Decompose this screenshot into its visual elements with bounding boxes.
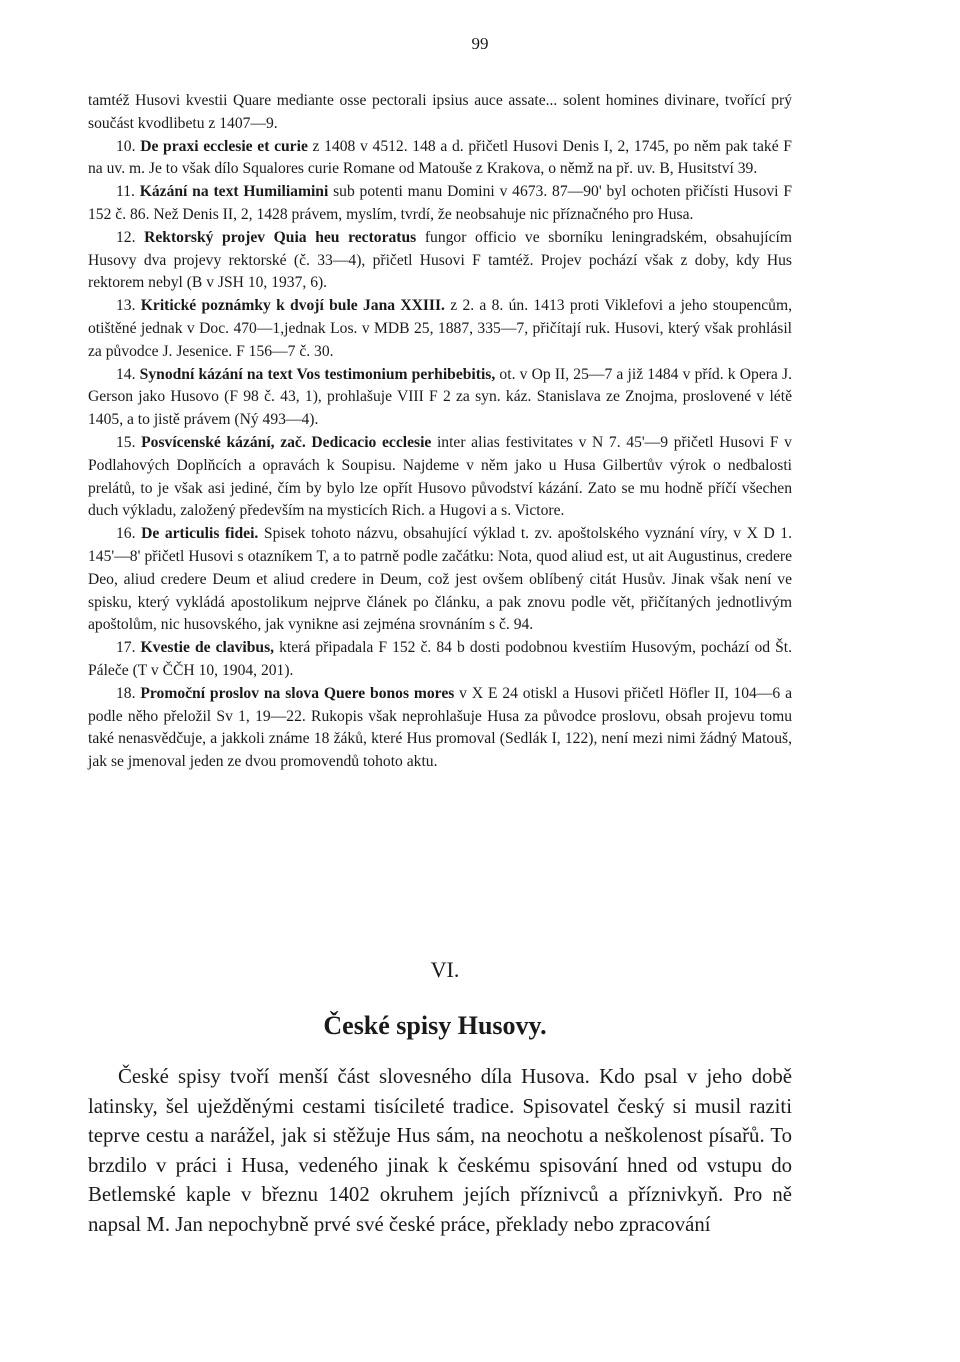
note-title: De praxi ecclesie et curie [140,137,308,155]
note-item [88,295,792,363]
page-number: 99 [471,34,489,53]
note-item [88,637,792,683]
section-number: VI. [430,957,460,982]
note-number: 17. [116,639,136,657]
note-text: ot. v Op II, 25—7 a již 1484 v příd. k Opera J. Gerson jako Husovo (F 98 č. 43, 1), prohlašuje VIII F 2 za syn. káz. Stanislava ze Znojma, proslovené v létě 1405, a to jistě právem (Ný 493—4). [88,365,792,429]
note-text: která připadala F 152 č. 84 b dosti podobnou kvestiím Husovým, pochází od Št. Páleče (T v ČČH 10, 1904, 201). [88,639,792,679]
section-title: České spisy Husovy. [323,1011,547,1040]
note-item [88,136,792,182]
note-number: 13. [116,297,136,315]
note-item [88,432,792,523]
note-text: tamtéž Husovi kvestii Quare mediante osse pectorali ipsius auce assate... solent homines divinare, tvořící prý součást kvodlibetu z 1407—9. [88,92,792,132]
note-item [88,683,792,774]
note-title: Promoční proslov na slova Quere bonos mores [140,684,455,702]
body-paragraph: České spisy tvoří menší část slovesného díla Husova. Kdo psal v jeho době latinsky, šel uježděnými cestami tisícileté tradice. Spisovatel český si musil raziti teprve cestu a narážel, jak si stěžuje Hus sám, na neochotu a neškolenost písařů. To brzdilo v práci i Husa, vedeného jinak k českému spisování hned od vstupu do Betlemské kaple v březnu 1402 okruhem jejích příznivců a příznivkyň. Pro ně napsal M. Jan nepochybně prvé své české práce, překlady nebo zpracování [88,1065,792,1236]
note-number: 18. [116,684,136,702]
note-number: 15. [116,433,136,451]
note-title: Posvícenské kázání, zač. Dedicacio ecclesie [141,433,432,451]
note-text: inter alias festivitates v N 7. 45'—9 přičetl Husovi F v Podlahových Doplňcích a opravách k Soupisu. Najdeme v něm jako u Husa Gilbertův výrok o nedbalosti prelátů, to je však asi jediné, čím by bylo lze opřít Husovo původství kázání. Zato se mu hodně příčí všechen duch výkladu, založený především na mysticích Rich. a Hugovi a s. Victore. [88,433,792,520]
note-text: z 2. a 8. ún. 1413 proti Viklefovi a jeho stoupencům, otištěné jednak v Doc. 470—1,jednak Los. v MDB 25, 1887, 335—7, přičítají ruk. Husovi, který však prohlásil za původce J. Jesenice. F 156—7 č. 30. [88,297,792,360]
note-text: fungor officio ve sborníku leningradském, obsahujícím Husovy dva projevy rektorské (č. 33—4), přičetl Husovi F tamtéž. Projev pochází však z doby, kdy Hus rektorem nebyl (B v JSH 10, 1937, 6). [88,228,792,292]
note-title: Kázání na text Humiliamini [139,183,329,201]
note-number: 11. [116,183,135,201]
note-item [88,364,792,432]
note-text: Spisek tohoto názvu, obsahující výklad t. zv. apoštolského vyznání víry, v X D 1. 145'—8' přičetl Husovi s otazníkem T, a to patrně podle začátku: Nota, quod aliud est, ut ait Augustinus, credere Deo, aliud credere Deum et aliud credere in Deum, což jest ovšem oblíbený citát Husův. Jinak však není ve spisku, který vykládá apostolikum nejprve článek po článku, a pak znovu podle vět, přičítaných jednotlivým apoštolům, nic husovského, jak vynikne asi zejména srovnáním s č. 94. [88,525,792,634]
note-number: 10. [116,137,136,155]
note-item [88,90,792,136]
note-number: 12. [116,228,136,246]
note-text: sub potenti manu Domini v 4673. 87—90' byl ochoten přičísti Husovi F 152 č. 86. Než Denis II, 2, 1428 právem, myslím, tvrdí, že neobsahuje nic příznačného pro Husa. [88,183,792,223]
note-title: Rektorský projev Quia heu rectoratus [144,228,417,246]
note-item [88,227,792,295]
note-text: z 1408 v 4512. 148 a d. přičetl Husovi Denis I, 2, 1745, po něm pak také F na uv. m. Je to však dílo Squalores curie Romane od Matouše z Krakova, o němž na př. uv. B, Husitství 39. [88,137,792,178]
note-title: Kritické poznámky k dvojí bule Jana XXIII. [140,297,445,315]
note-item [88,523,792,637]
note-text: v X E 24 otiskl a Husovi přičetl Höfler II, 104—6 a podle něho přeložil Sv 1, 19—22. Rukopis však neprohlašuje Husa za původce proslovu, obsah projevu tomu také nenasvědčuje, a jakkoli známe 18 žáků, které Hus promoval (Sedlák I, 122), není mezi nimi žádný Matouš, jak se jmenoval jeden ze dvou promovendů tohoto aktu. [88,684,793,771]
note-title: De articulis fidei. [141,525,259,543]
notes-list [88,90,792,774]
note-item [88,181,792,227]
note-title: Kvestie de clavibus, [140,639,275,657]
note-number: 14. [116,365,136,383]
body-text [88,1062,792,1239]
note-title: Synodní kázání na text Vos testimonium perhibebitis, [139,365,496,383]
note-number: 16. [116,525,136,543]
